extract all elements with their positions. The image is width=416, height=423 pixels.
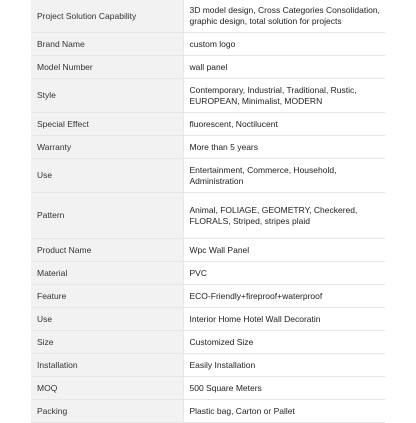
spec-label: Product Name	[31, 239, 183, 262]
table-row	[31, 239, 385, 262]
spec-label: Warranty	[31, 136, 183, 159]
table-row	[31, 400, 385, 423]
table-row	[31, 0, 385, 33]
spec-label: Size	[31, 331, 183, 354]
table-row	[31, 354, 385, 377]
product-spec-panel	[31, 0, 385, 423]
table-row	[31, 56, 385, 79]
table-row	[31, 262, 385, 285]
spec-value: Interior Home Hotel Wall Decoratin	[183, 308, 385, 331]
spec-value: ECO-Friendly+fireproof+waterproof	[183, 285, 385, 308]
spec-label: Installation	[31, 354, 183, 377]
spec-value: Customized Size	[183, 331, 385, 354]
spec-value: fluorescent, Noctilucent	[183, 113, 385, 136]
spec-label: Brand Name	[31, 33, 183, 56]
spec-label: Use	[31, 159, 183, 193]
spec-value: PVC	[183, 262, 385, 285]
spec-value: Animal, FOLIAGE, GEOMETRY, Checkered, FLORALS, Striped, stripes plaid	[183, 193, 385, 239]
spec-value: wall panel	[183, 56, 385, 79]
table-row	[31, 113, 385, 136]
spec-value: 3D model design, Cross Categories Consolidation, graphic design, total solution for projects	[183, 0, 385, 33]
spec-label: Style	[31, 79, 183, 113]
table-row	[31, 308, 385, 331]
table-row	[31, 159, 385, 193]
table-row	[31, 79, 385, 113]
spec-label: Packing	[31, 400, 183, 423]
spec-value: Plastic bag, Carton or Pallet	[183, 400, 385, 423]
table-row	[31, 193, 385, 239]
spec-value: Wpc Wall Panel	[183, 239, 385, 262]
table-row	[31, 136, 385, 159]
table-row	[31, 285, 385, 308]
spec-value: Entertainment, Commerce, Household, Administration	[183, 159, 385, 193]
table-row	[31, 33, 385, 56]
spec-label: Special Effect	[31, 113, 183, 136]
table-row	[31, 331, 385, 354]
table-row	[31, 377, 385, 400]
spec-value: Easily Installation	[183, 354, 385, 377]
spec-label: Use	[31, 308, 183, 331]
spec-label: Feature	[31, 285, 183, 308]
spec-value: Contemporary, Industrial, Traditional, Rustic, EUROPEAN, Minimalist, MODERN	[183, 79, 385, 113]
spec-label: Project Solution Capability	[31, 0, 183, 33]
spec-value: custom logo	[183, 33, 385, 56]
spec-value: 500 Square Meters	[183, 377, 385, 400]
spec-table	[31, 0, 385, 423]
spec-label: MOQ	[31, 377, 183, 400]
spec-label: Pattern	[31, 193, 183, 239]
spec-value: More than 5 years	[183, 136, 385, 159]
spec-label: Model Number	[31, 56, 183, 79]
spec-label: Material	[31, 262, 183, 285]
